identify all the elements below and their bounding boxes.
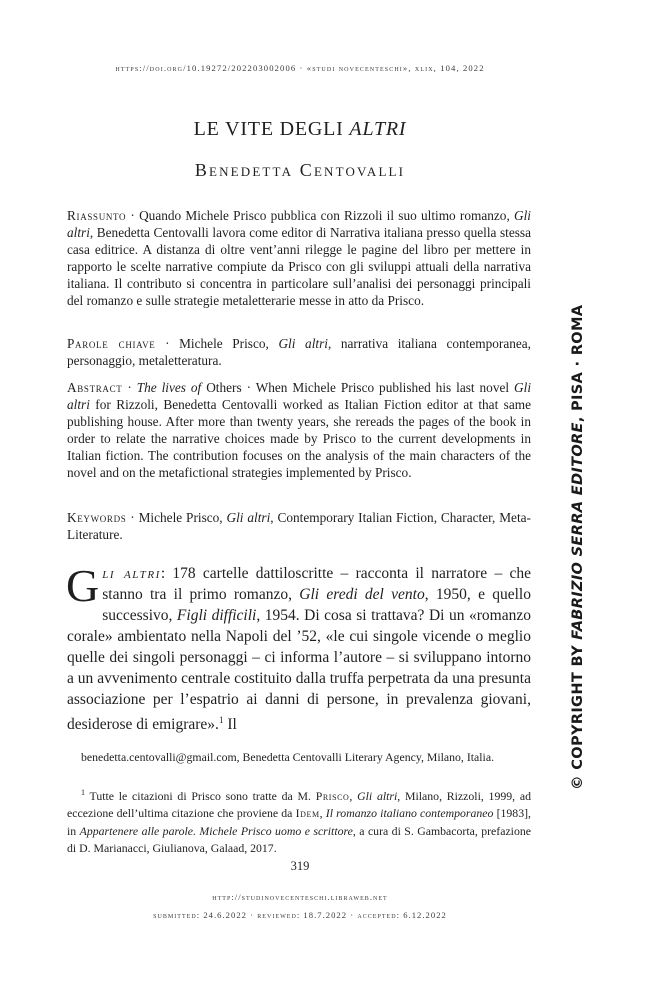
- footnote-smallcaps: Prisco: [315, 788, 350, 803]
- keywords-paragraph: [67, 509, 531, 543]
- drop-cap: G: [66, 560, 100, 611]
- journal-url[interactable]: http://studinovecenteschi.libraweb.net: [212, 892, 388, 902]
- footnote-number: 1: [81, 788, 85, 797]
- footnote-italic: Appartenere alle parole. Michele Prisco uomo e scrittore: [79, 823, 353, 838]
- abstract-paragraph: [67, 379, 531, 482]
- parole-chiave-label: Parole chiave: [67, 336, 156, 351]
- article-title: [0, 118, 600, 141]
- body-italic: Figli difficili: [176, 607, 257, 624]
- body-text: : 178 cartelle dattiloscritte – racconta il narratore – che stanno tra il primo romanzo,: [102, 565, 531, 603]
- lead-in-title: li altri: [102, 565, 161, 582]
- footnote-italic: Il romanzo italiano contemporaneo: [325, 806, 494, 821]
- page-number: 319: [290, 859, 310, 873]
- footnote-text: Tutte le citazioni di Prisco sono tratte da M.: [85, 788, 316, 803]
- parole-chiave-paragraph: [67, 335, 531, 369]
- abstract-text: Others · When Michele Prisco published his last novel: [201, 380, 515, 395]
- body-paragraph: [66, 560, 531, 735]
- copyright-publisher: FABRIZIO SERRA EDITORE: [569, 422, 586, 640]
- parole-chiave-italic: Gli altri: [278, 336, 328, 351]
- abstract-text: for Rizzoli, Benedetta Centovalli worked as Italian Fiction editor at that same publishing house. After more than twenty years, she rereads the pages of the book in order to relate the narrative choices made by Prisco to the current developments in Italian fiction. The contribution focuses on the analysis of the main characters of the novel and on the metafictional strategies implemented by Prisco.: [67, 397, 531, 481]
- body-italic: Gli eredi del vento: [299, 586, 425, 603]
- footnote-text: [1983], in: [67, 806, 531, 838]
- riassunto-text: · Quando Michele Prisco pubblica con Rizzoli il suo ultimo romanzo,: [126, 208, 514, 223]
- footnote-text: , Milano, Rizzoli, 1999, ad eccezione dell’ultima citazione che proviene da: [67, 788, 531, 821]
- keywords-label: Keywords: [67, 510, 127, 525]
- keywords-text: , Contemporary Italian Fiction, Character, Meta-Literature.: [67, 510, 531, 543]
- footnote-text: ,: [349, 788, 358, 803]
- parole-chiave-text: · Michele Prisco,: [155, 336, 279, 351]
- footnote-text: ,: [319, 806, 326, 821]
- copyright-notice: [569, 200, 587, 790]
- abstract-italic: The lives of: [136, 380, 202, 395]
- body-text: , 1950, e quello successivo,: [102, 586, 531, 624]
- body-text: , 1954. Di cosa si trattava? Di un «romanzo corale» ambientato nella Napoli del ’52, «le cui singole vicende o meglio quelle dei singoli personaggi – ci informa l’autore – si sviluppano intorno a un avvenimento centrale costituito dalla truffa perpetrata da una presunta associazione per l’espatrio ai danni di persone, in prevalenza giovani, desiderose di emigrare».: [67, 607, 531, 734]
- footnote-smallcaps: Idem: [295, 806, 320, 821]
- footnote-reference[interactable]: 1: [218, 715, 224, 725]
- footnote-text: , a cura di S. Gambacorta, prefazione di D. Marianacci, Giulianova, Galaad, 2017.: [67, 823, 531, 856]
- body-text: Il: [223, 716, 237, 734]
- author-affiliation-note: benedetta.centovalli@gmail.com, Benedetta Centovalli Literary Agency, Milano, Italia.: [81, 750, 495, 764]
- footnote-italic: Gli altri: [357, 788, 398, 803]
- copyright-text: © COPYRIGHT BY: [569, 639, 586, 790]
- submission-dates: submitted: 24.6.2022 · reviewed: 18.7.2022 · accepted: 6.12.2022: [153, 910, 447, 920]
- title-italic: ALTRI: [349, 118, 407, 140]
- riassunto-text: , Benedetta Centovalli lavora come editor di Narrativa italiana presso quella stessa casa editrice. A distanza di oltre vent’anni rilegge le pagine del libro per mettere in rapporto le scelte narrative compiute da Prisco con gli sviluppi attuali della narrativa italiana. Il contributo si concentra in particolare sull’analisi dei personaggi principali del romanzo e sulle strategie metaletterarie messe in atto da Prisco.: [67, 225, 531, 309]
- riassunto-italic: Gli altri: [67, 208, 531, 241]
- parole-chiave-text: , narrativa italiana contemporanea, personaggio, metaletteratura.: [67, 336, 531, 369]
- abstract-text: ·: [122, 380, 137, 395]
- riassunto-label: Riassunto: [67, 208, 127, 223]
- abstract-italic: Gli altri: [67, 380, 532, 413]
- keywords-text: · Michele Prisco,: [126, 510, 227, 525]
- keywords-italic: Gli altri: [226, 510, 271, 525]
- title-roman: LE VITE DEGLI: [193, 118, 350, 140]
- riassunto-paragraph: [67, 207, 531, 310]
- abstract-label: Abstract: [67, 380, 123, 395]
- footnote-1: [67, 784, 531, 858]
- copyright-text: , PISA · ROMA: [569, 304, 586, 423]
- article-author: Benedetta Centovalli: [194, 160, 406, 180]
- doi-header: https://doi.org/10.19272/202203002006 · «studi novecenteschi», xlix, 104, 2022: [115, 63, 485, 73]
